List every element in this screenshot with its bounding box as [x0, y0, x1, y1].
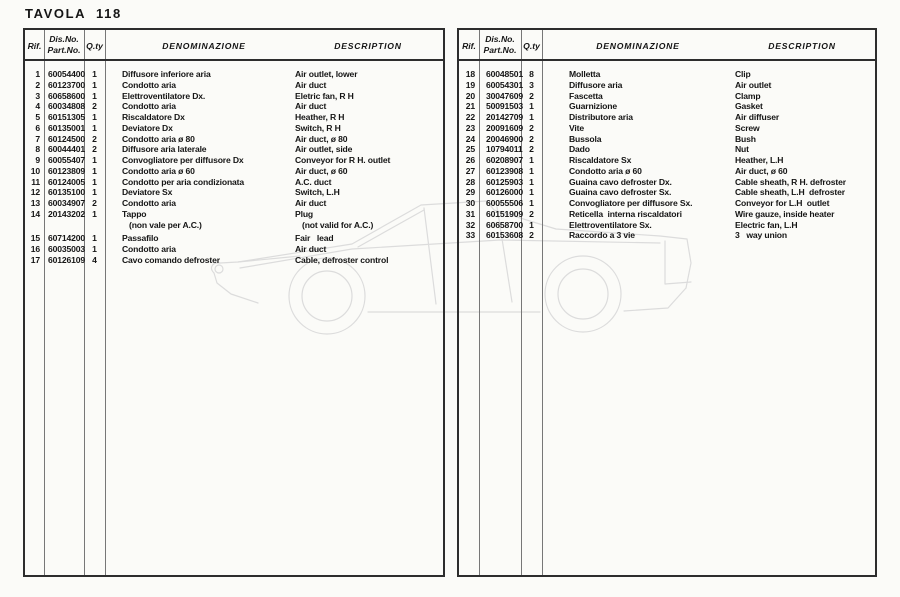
qty-cell: 1 [92, 90, 97, 101]
rif-cell: 14 [30, 208, 40, 219]
rif-cell: 25 [465, 144, 475, 155]
description-cell: Cable sheath, R H. defroster [735, 176, 846, 187]
table-row [25, 244, 443, 255]
description-cell: Switch, R H [295, 122, 341, 133]
denominazione-cell: Raccordo a 3 vie [569, 230, 635, 241]
table-row [459, 155, 875, 166]
rif-cell: 16 [30, 244, 40, 254]
denominazione-cell: Vite [569, 122, 585, 133]
rif-cell: 12 [30, 187, 40, 198]
denominazione-cell: Diffusore aria [569, 79, 623, 90]
qty-cell: 1 [529, 198, 534, 208]
description-cell: Switch, L.H [295, 187, 340, 198]
denominazione-cell: Riscaldatore Sx [569, 155, 632, 165]
table-header [25, 30, 443, 61]
part-number-cell: 60658700 [486, 219, 524, 230]
denominazione-cell: Condotto aria ø 80 [122, 133, 195, 144]
description-cell: (not valid for A.C.) [302, 219, 374, 230]
part-number-cell: 60151305 [48, 112, 86, 122]
qty-cell: 2 [92, 101, 97, 112]
rif-cell: 27 [465, 165, 475, 176]
table-row [25, 198, 443, 209]
table-row [25, 80, 443, 91]
header-qty: Q.ty [523, 41, 540, 51]
part-number-cell: 60135001 [48, 122, 86, 133]
part-number-cell: 20143202 [48, 208, 86, 219]
part-number-cell: 60054301 [486, 79, 524, 90]
description-cell: Eletric fan, R H [295, 90, 354, 101]
rif-cell: 6 [35, 122, 40, 133]
table-rows-left [25, 61, 443, 575]
rif-cell: 31 [465, 208, 475, 219]
table-row [25, 255, 443, 266]
qty-cell: 1 [92, 165, 97, 176]
description-cell: Air duct, ø 80 [295, 133, 348, 144]
description-cell: Air outlet, lower [295, 69, 358, 79]
header-denominazione: DENOMINAZIONE [596, 41, 680, 51]
table-row [459, 112, 875, 123]
qty-cell: 4 [92, 254, 97, 265]
description-cell: 3 way union [735, 230, 788, 241]
description-cell: Air outlet [735, 79, 772, 90]
qty-cell: 1 [529, 187, 534, 198]
part-number-cell: 60126109 [48, 254, 86, 265]
header-dis-part-no: Dis.No. Part.No. [483, 34, 517, 55]
part-number-cell: 60034808 [48, 101, 86, 112]
page-title: TAVOLA 118 [25, 6, 122, 21]
qty-cell: 1 [92, 208, 97, 219]
part-number-cell: 60135100 [48, 187, 86, 198]
part-number-cell: 60126000 [486, 187, 524, 198]
table-row [459, 187, 875, 198]
description-cell: Heather, R H [295, 112, 345, 122]
header-qty: Q.ty [86, 41, 103, 51]
part-number-cell: 60048501 [486, 69, 524, 79]
part-number-cell: 20142709 [486, 112, 524, 122]
qty-cell: 1 [92, 187, 97, 198]
description-cell: Nut [735, 144, 749, 155]
table-row [459, 209, 875, 220]
table-row [25, 69, 443, 80]
denominazione-cell: Reticella interna riscaldatori [569, 208, 682, 219]
qty-cell: 3 [529, 79, 534, 90]
table-row [459, 230, 875, 241]
denominazione-cell: Diffusore aria laterale [122, 144, 207, 155]
rif-cell: 22 [465, 112, 475, 122]
part-number-cell: 60124005 [48, 176, 86, 187]
rif-cell: 2 [35, 79, 40, 90]
rif-cell: 17 [30, 254, 40, 265]
qty-cell: 1 [92, 112, 97, 122]
denominazione-cell: Dado [569, 144, 590, 155]
rif-cell: 33 [465, 230, 475, 241]
rif-cell: 7 [35, 133, 40, 144]
table-row [25, 144, 443, 155]
part-number-cell: 60124500 [48, 133, 86, 144]
table-row [459, 91, 875, 102]
parts-table-right [457, 28, 877, 577]
rif-cell: 20 [465, 90, 475, 101]
description-cell: Conveyor for R H. outlet [295, 155, 391, 165]
rif-cell: 26 [465, 155, 475, 165]
qty-cell: 2 [529, 133, 534, 144]
denominazione-cell: Fascetta [569, 90, 603, 101]
denominazione-cell: Condotto aria [122, 198, 176, 208]
denominazione-cell: Molletta [569, 69, 601, 79]
qty-cell: 1 [92, 244, 97, 254]
qty-cell: 1 [92, 122, 97, 133]
description-cell: Bush [735, 133, 756, 144]
table-row [25, 166, 443, 177]
qty-cell: 1 [92, 176, 97, 187]
rif-cell: 5 [35, 112, 40, 122]
denominazione-cell: Convogliatore per diffusore Dx [122, 155, 244, 165]
rif-cell: 4 [35, 101, 40, 112]
header-dis-part-no: Dis.No. Part.No. [47, 34, 81, 55]
table-row [459, 134, 875, 145]
part-number-cell: 60208907 [486, 155, 524, 165]
part-number-cell: 60055506 [486, 198, 524, 208]
part-number-cell: 60035003 [48, 244, 86, 254]
rif-cell: 19 [465, 79, 475, 90]
table-header [459, 30, 875, 61]
rif-cell: 32 [465, 219, 475, 230]
rif-cell: 3 [35, 90, 40, 101]
denominazione-cell: Condotto aria [122, 244, 176, 254]
part-number-cell: 20046900 [486, 133, 524, 144]
description-cell: Air duct, ø 60 [735, 165, 788, 176]
rif-cell: 21 [465, 101, 475, 112]
description-cell: Heather, L.H [735, 155, 784, 165]
denominazione-cell: Condotto aria [122, 79, 176, 90]
header-description: DESCRIPTION [768, 41, 836, 51]
denominazione-cell: Cavo comando defroster [122, 254, 220, 265]
qty-cell: 1 [529, 165, 534, 176]
part-number-cell: 60658600 [48, 90, 86, 101]
table-row [459, 144, 875, 155]
header-rif: Rif. [462, 41, 476, 51]
rif-cell: 1 [35, 69, 40, 79]
table-row [25, 155, 443, 166]
rif-cell: 23 [465, 122, 475, 133]
denominazione-cell: Bussola [569, 133, 602, 144]
table-row [25, 177, 443, 188]
description-cell: Air duct, ø 60 [295, 165, 348, 176]
qty-cell: 8 [529, 69, 534, 79]
table-row [459, 80, 875, 91]
qty-cell: 1 [529, 219, 534, 230]
rif-cell: 18 [465, 69, 475, 79]
part-number-cell: 60123809 [48, 165, 86, 176]
table-row [25, 233, 443, 244]
part-number-cell: 60055407 [48, 155, 86, 165]
denominazione-cell: Convogliatore per diffusore Sx. [569, 198, 693, 208]
rif-cell: 8 [35, 144, 40, 155]
description-cell: Screw [735, 122, 760, 133]
rif-cell: 13 [30, 198, 40, 208]
header-denominazione: DENOMINAZIONE [162, 41, 246, 51]
qty-cell: 1 [92, 69, 97, 79]
part-number-cell: 20091609 [486, 122, 524, 133]
description-cell: Air duct [295, 244, 327, 254]
table-row [25, 91, 443, 102]
qty-cell: 2 [529, 90, 534, 101]
rif-cell: 29 [465, 187, 475, 198]
qty-cell: 2 [529, 144, 534, 155]
table-row [459, 123, 875, 134]
description-cell: Gasket [735, 101, 763, 112]
part-number-cell: 60151909 [486, 208, 524, 219]
part-number-cell: 10794011 [486, 144, 523, 155]
denominazione-cell: Guaina cavo defroster Dx. [569, 176, 672, 187]
table-row [459, 198, 875, 209]
denominazione-cell: Passafilo [122, 233, 159, 244]
qty-cell: 2 [529, 208, 534, 219]
qty-cell: 1 [529, 112, 534, 122]
denominazione-cell: Diffusore inferiore aria [122, 69, 211, 79]
part-number-cell: 50091503 [486, 101, 524, 112]
part-number-cell: 60123700 [48, 79, 86, 90]
rif-cell: 10 [30, 165, 40, 176]
rif-cell: 11 [31, 176, 40, 187]
description-cell: Electric fan, L.H [735, 219, 798, 230]
table-row [25, 134, 443, 145]
table-row [25, 209, 443, 220]
part-number-cell: 60054400 [48, 69, 86, 79]
part-number-cell: 60125903 [486, 176, 524, 187]
rif-cell: 15 [30, 233, 40, 244]
table-row [25, 187, 443, 198]
rif-cell: 24 [465, 133, 475, 144]
rif-cell: 28 [465, 176, 475, 187]
denominazione-cell: Condotto aria ø 60 [569, 165, 642, 176]
description-cell: Conveyor for L.H outlet [735, 198, 830, 208]
description-cell: Clamp [735, 90, 761, 101]
part-number-cell: 60123908 [486, 165, 524, 176]
description-cell: Air duct [295, 101, 327, 112]
denominazione-cell: Riscaldatore Dx [122, 112, 185, 122]
qty-cell: 1 [92, 233, 97, 244]
table-row [25, 101, 443, 112]
header-rif: Rif. [27, 41, 42, 51]
description-cell: Fair lead [295, 233, 334, 244]
table-row [459, 177, 875, 188]
table-row [459, 166, 875, 177]
description-cell: Cable, defroster control [295, 254, 389, 265]
description-cell: Clip [735, 69, 751, 79]
rif-cell: 30 [465, 198, 475, 208]
table-row [459, 69, 875, 80]
parts-table-left [23, 28, 445, 577]
qty-cell: 1 [529, 176, 534, 187]
part-number-cell: 60034907 [48, 198, 86, 208]
denominazione-cell: Tappo [122, 208, 147, 219]
qty-cell: 2 [92, 144, 97, 155]
table-row [25, 112, 443, 123]
description-cell: Cable sheath, L.H defroster [735, 187, 845, 198]
qty-cell: 1 [92, 79, 97, 90]
qty-cell: 2 [92, 198, 97, 208]
part-number-cell: 60044401 [48, 144, 86, 155]
qty-cell: 2 [529, 122, 534, 133]
denominazione-cell: Distributore aria [569, 112, 633, 122]
denominazione-cell: Condotto aria [122, 101, 176, 112]
denominazione-cell: Deviatore Sx [122, 187, 173, 198]
table-row [459, 220, 875, 231]
denominazione-cell: Elettroventilatore Dx. [122, 90, 206, 101]
qty-cell: 1 [529, 101, 534, 112]
denominazione-cell: Deviatore Dx [122, 122, 173, 133]
rif-cell: 9 [35, 155, 40, 165]
description-cell: Air duct [295, 79, 327, 90]
part-number-cell: 30047609 [486, 90, 524, 101]
qty-cell: 2 [92, 133, 97, 144]
description-cell: Air diffuser [735, 112, 780, 122]
description-cell: Wire gauze, inside heater [735, 208, 835, 219]
denominazione-cell: Elettroventilatore Sx. [569, 219, 652, 230]
qty-cell: 2 [529, 230, 534, 241]
description-cell: Air outlet, side [295, 144, 353, 155]
table-rows-right [459, 61, 875, 575]
description-cell: Air duct [295, 198, 327, 208]
denominazione-cell: Condotto aria ø 60 [122, 165, 195, 176]
qty-cell: 1 [529, 155, 534, 165]
qty-cell: 1 [92, 155, 97, 165]
denominazione-cell: Guaina cavo defroster Sx. [569, 187, 672, 198]
description-cell: Plug [295, 208, 314, 219]
table-row [25, 123, 443, 134]
description-cell: A.C. duct [295, 176, 332, 187]
denominazione-cell: (non vale per A.C.) [129, 219, 202, 230]
table-row [459, 101, 875, 112]
denominazione-cell: Condotto per aria condizionata [122, 176, 245, 187]
table-row-continuation [25, 220, 443, 231]
part-number-cell: 60153608 [486, 230, 524, 241]
denominazione-cell: Guarnizione [569, 101, 618, 112]
header-description: DESCRIPTION [334, 41, 402, 51]
part-number-cell: 60714200 [48, 233, 86, 244]
